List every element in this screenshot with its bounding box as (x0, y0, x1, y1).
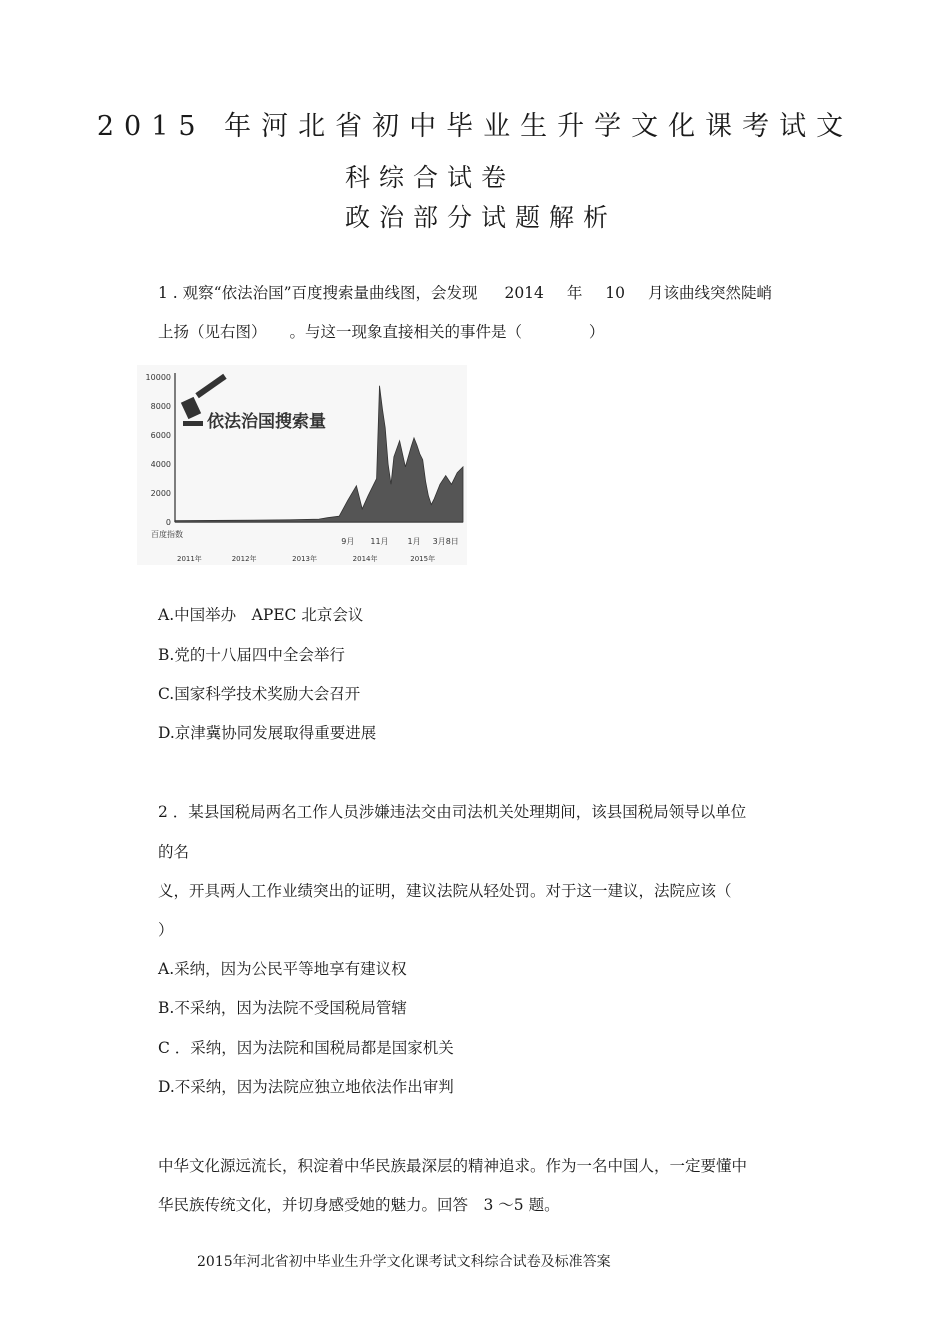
q1-stem-line1 (158, 281, 772, 303)
q1-nian: 年 (566, 284, 583, 302)
chart-year-label: 2014年 (352, 555, 378, 563)
passage-line2: 华民族传统文化，并切身感受她的魅力。回答 3 ～5 题。 (158, 1196, 560, 1214)
chart-y-tick-label: 10000 (145, 373, 171, 382)
page-footer: 2015年河北省初中毕业生升学文化课考试文科综合试卷及标准答案 (197, 1254, 611, 1270)
chart-year-label: 2013年 (292, 555, 318, 563)
q1-stem-a: 观察“依法治国”百度搜索量曲线图，会发现 (182, 284, 478, 302)
q2-stem-line3: 义，开具两人工作业绩突出的证明，建议法院从轻处罚。对于这一建议，法院应该（ (158, 882, 732, 900)
chart-year-label: 2015年 (410, 555, 436, 563)
q2-stem-line4: ） (158, 921, 174, 939)
chart-y-tick-label: 0 (165, 518, 171, 527)
q1-stem-line2 (158, 320, 604, 342)
passage-line1: 中华文化源远流长，积淀着中华民族最深层的精神追求。作为一名中国人，一定要懂中 (158, 1157, 748, 1175)
q1-option-b[interactable]: B.党的十八届四中全会举行 (158, 646, 345, 664)
chart-y-tick-label: 8000 (150, 402, 171, 411)
chart-month-label: 3月8日 (432, 537, 459, 546)
page-title-line2: 科综合试卷 (345, 163, 516, 192)
chart-y-tick-label: 2000 (150, 489, 171, 498)
chart-year-label: 2011年 (176, 555, 202, 563)
chart-y-tick-label: 6000 (150, 431, 171, 440)
q2-option-b[interactable]: B.不采纳，因为法院不受国税局管辖 (158, 999, 407, 1017)
chart-month-label: 1月 (407, 537, 421, 546)
chart-y-tick-label: 4000 (150, 460, 171, 469)
q1-stem-b: 月该曲线突然陡峭 (647, 284, 772, 302)
q2-option-a[interactable]: A.采纳，因为公民平等地享有建议权 (158, 960, 407, 978)
q1-number: 1 . (158, 284, 178, 302)
q2-stem-line1: 2 ．某县国税局两名工作人员涉嫌违法交由司法机关处理期间，该县国税局领导以单位 (158, 803, 747, 821)
q1-option-d[interactable]: D.京津冀协同发展取得重要进展 (158, 724, 377, 742)
q2-stem-line2: 的名 (158, 843, 190, 861)
q1-stem-c: 上扬（见右图） (158, 323, 267, 341)
chart-ylabel: 百度指数 (151, 530, 183, 539)
page-title-line3: 政治部分试题解析 (345, 203, 618, 232)
chart-month-label: 11月 (370, 537, 389, 546)
q1-month: 10 (605, 284, 626, 302)
q1-year: 2014 (504, 284, 544, 302)
page-title-line1: 2015 年河北省初中毕业生升学文化课考试文 (96, 111, 854, 142)
chart-year-label: 2012年 (231, 555, 257, 563)
chart-title: 依法治国搜索量 (207, 412, 326, 432)
q1-answer-close: ） (588, 323, 605, 341)
baidu-search-chart (137, 365, 467, 565)
q2-option-c[interactable]: C ．采纳，因为法院和国税局都是国家机关 (158, 1039, 454, 1057)
q1-option-c[interactable]: C.国家科学技术奖励大会召开 (158, 685, 361, 703)
q1-stem-d: 。与这一现象直接相关的事件是（ (289, 323, 522, 341)
q1-option-a[interactable]: A.中国举办 APEC 北京会议 (158, 606, 364, 624)
chart-month-label: 9月 (341, 537, 355, 546)
q2-option-d[interactable]: D.不采纳，因为法院应独立地依法作出审判 (158, 1078, 454, 1096)
